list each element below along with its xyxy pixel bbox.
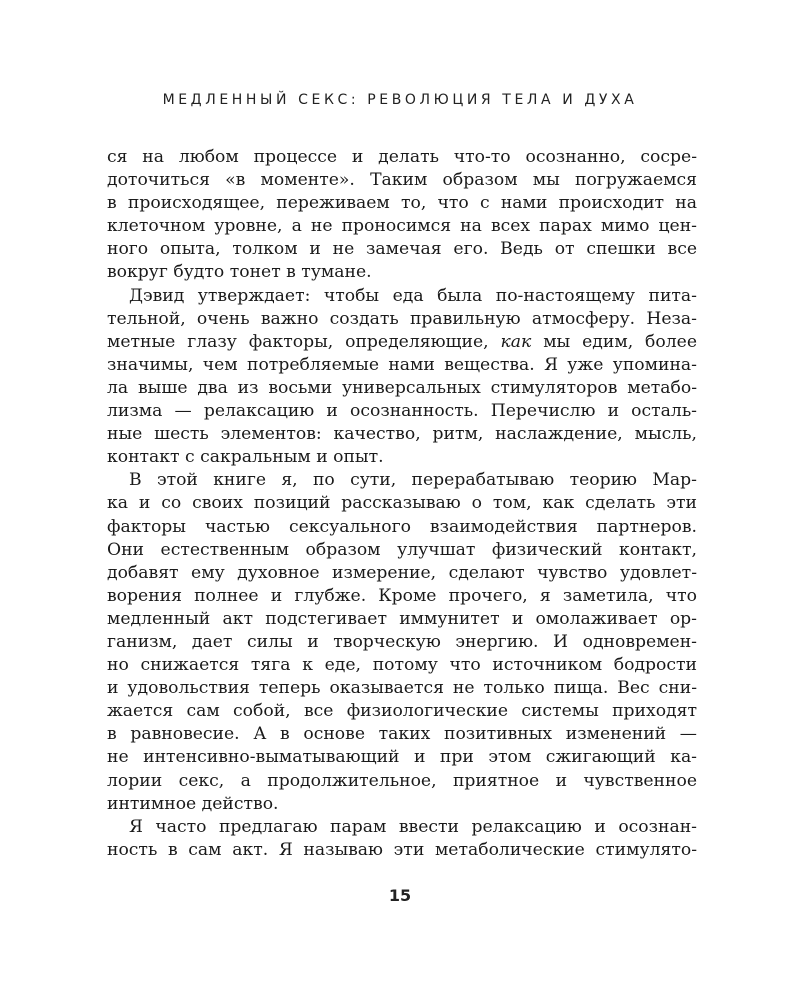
text-line: медленный акт подстегивает иммунитет и омолаживает ор- — [107, 608, 697, 629]
text-line: В этой книге я, по сути, перерабатываю теорию Мар- — [129, 470, 697, 491]
text-line: но снижается тяга к еде, потому что источником бодрости — [107, 655, 697, 676]
text-line: лизма — релаксацию и осознанность. Перечислю и осталь- — [107, 401, 697, 422]
text-line: и удовольствия теперь оказывается не только пища. Вес сни- — [107, 678, 697, 699]
text-line: доточиться «в моменте». Таким образом мы погружаемся — [107, 170, 697, 191]
text-line: Дэвид утверждает: чтобы еда была по-настоящему пита- — [129, 285, 697, 306]
italic-word: как — [500, 331, 532, 352]
text-line: значимы, чем потребляемые нами вещества. Я уже упомина- — [107, 354, 697, 375]
text-line: тельной, очень важно создать правильную атмосферу. Неза- — [107, 308, 697, 329]
text-line: Они естественным образом улучшат физический контакт, — [107, 539, 697, 560]
text-segment: метные глазу факторы, определяющие, — [107, 331, 489, 352]
text-line: в равновесие. А в основе таких позитивных изменений — — [107, 724, 697, 745]
text-line: клеточном уровне, а не проносимся на всех парах мимо цен- — [107, 216, 697, 237]
page-number: 15 — [388, 886, 412, 905]
text-segment: мы едим, более — [543, 331, 697, 352]
text-line: ся на любом процессе и делать что-то осознанно, сосре- — [107, 147, 697, 167]
text-line: лории секс, а продолжительное, приятное и чувственное — [107, 770, 697, 791]
text-line: в происходящее, переживаем то, что с нами происходит на — [107, 193, 697, 214]
text-line: ворения полнее и глубже. Кроме прочего, я заметила, что — [107, 585, 697, 606]
text-line: не интенсивно-выматывающий и при этом сжигающий ка- — [107, 747, 697, 768]
text-line: факторы частью сексуального взаимодействия партнеров. — [107, 516, 697, 537]
text-line: Я часто предлагаю парам ввести релаксацию и осознан- — [129, 816, 697, 837]
text-line: интимное действо. — [107, 793, 279, 814]
text-line: ганизм, дает силы и творческую энергию. И одновремен- — [107, 631, 697, 652]
text-line: контакт с сакральным и опыт. — [107, 447, 384, 468]
text-line: добавят ему духовное измерение, сделают чувство удовлет- — [107, 562, 697, 583]
text-line: ла выше два из восьми универсальных стимуляторов метабо- — [107, 377, 697, 398]
text-line-mixed — [107, 331, 697, 354]
body-text — [107, 146, 697, 862]
running-head: МЕДЛЕННЫЙ СЕКС: РЕВОЛЮЦИЯ ТЕЛА И ДУХА — [162, 92, 638, 108]
text-line: жается сам собой, все физиологические системы приходят — [107, 701, 697, 722]
text-line: ные шесть элементов: качество, ритм, наслаждение, мысль, — [107, 424, 697, 445]
text-line: ка и со своих позиций рассказываю о том, как сделать эти — [107, 493, 697, 514]
text-line: вокруг будто тонет в тумане. — [107, 262, 372, 283]
text-line: ность в сам акт. Я называю эти метаболические стимулято- — [107, 839, 697, 860]
text-line: ного опыта, толком и не замечая его. Ведь от спешки все — [107, 239, 697, 260]
